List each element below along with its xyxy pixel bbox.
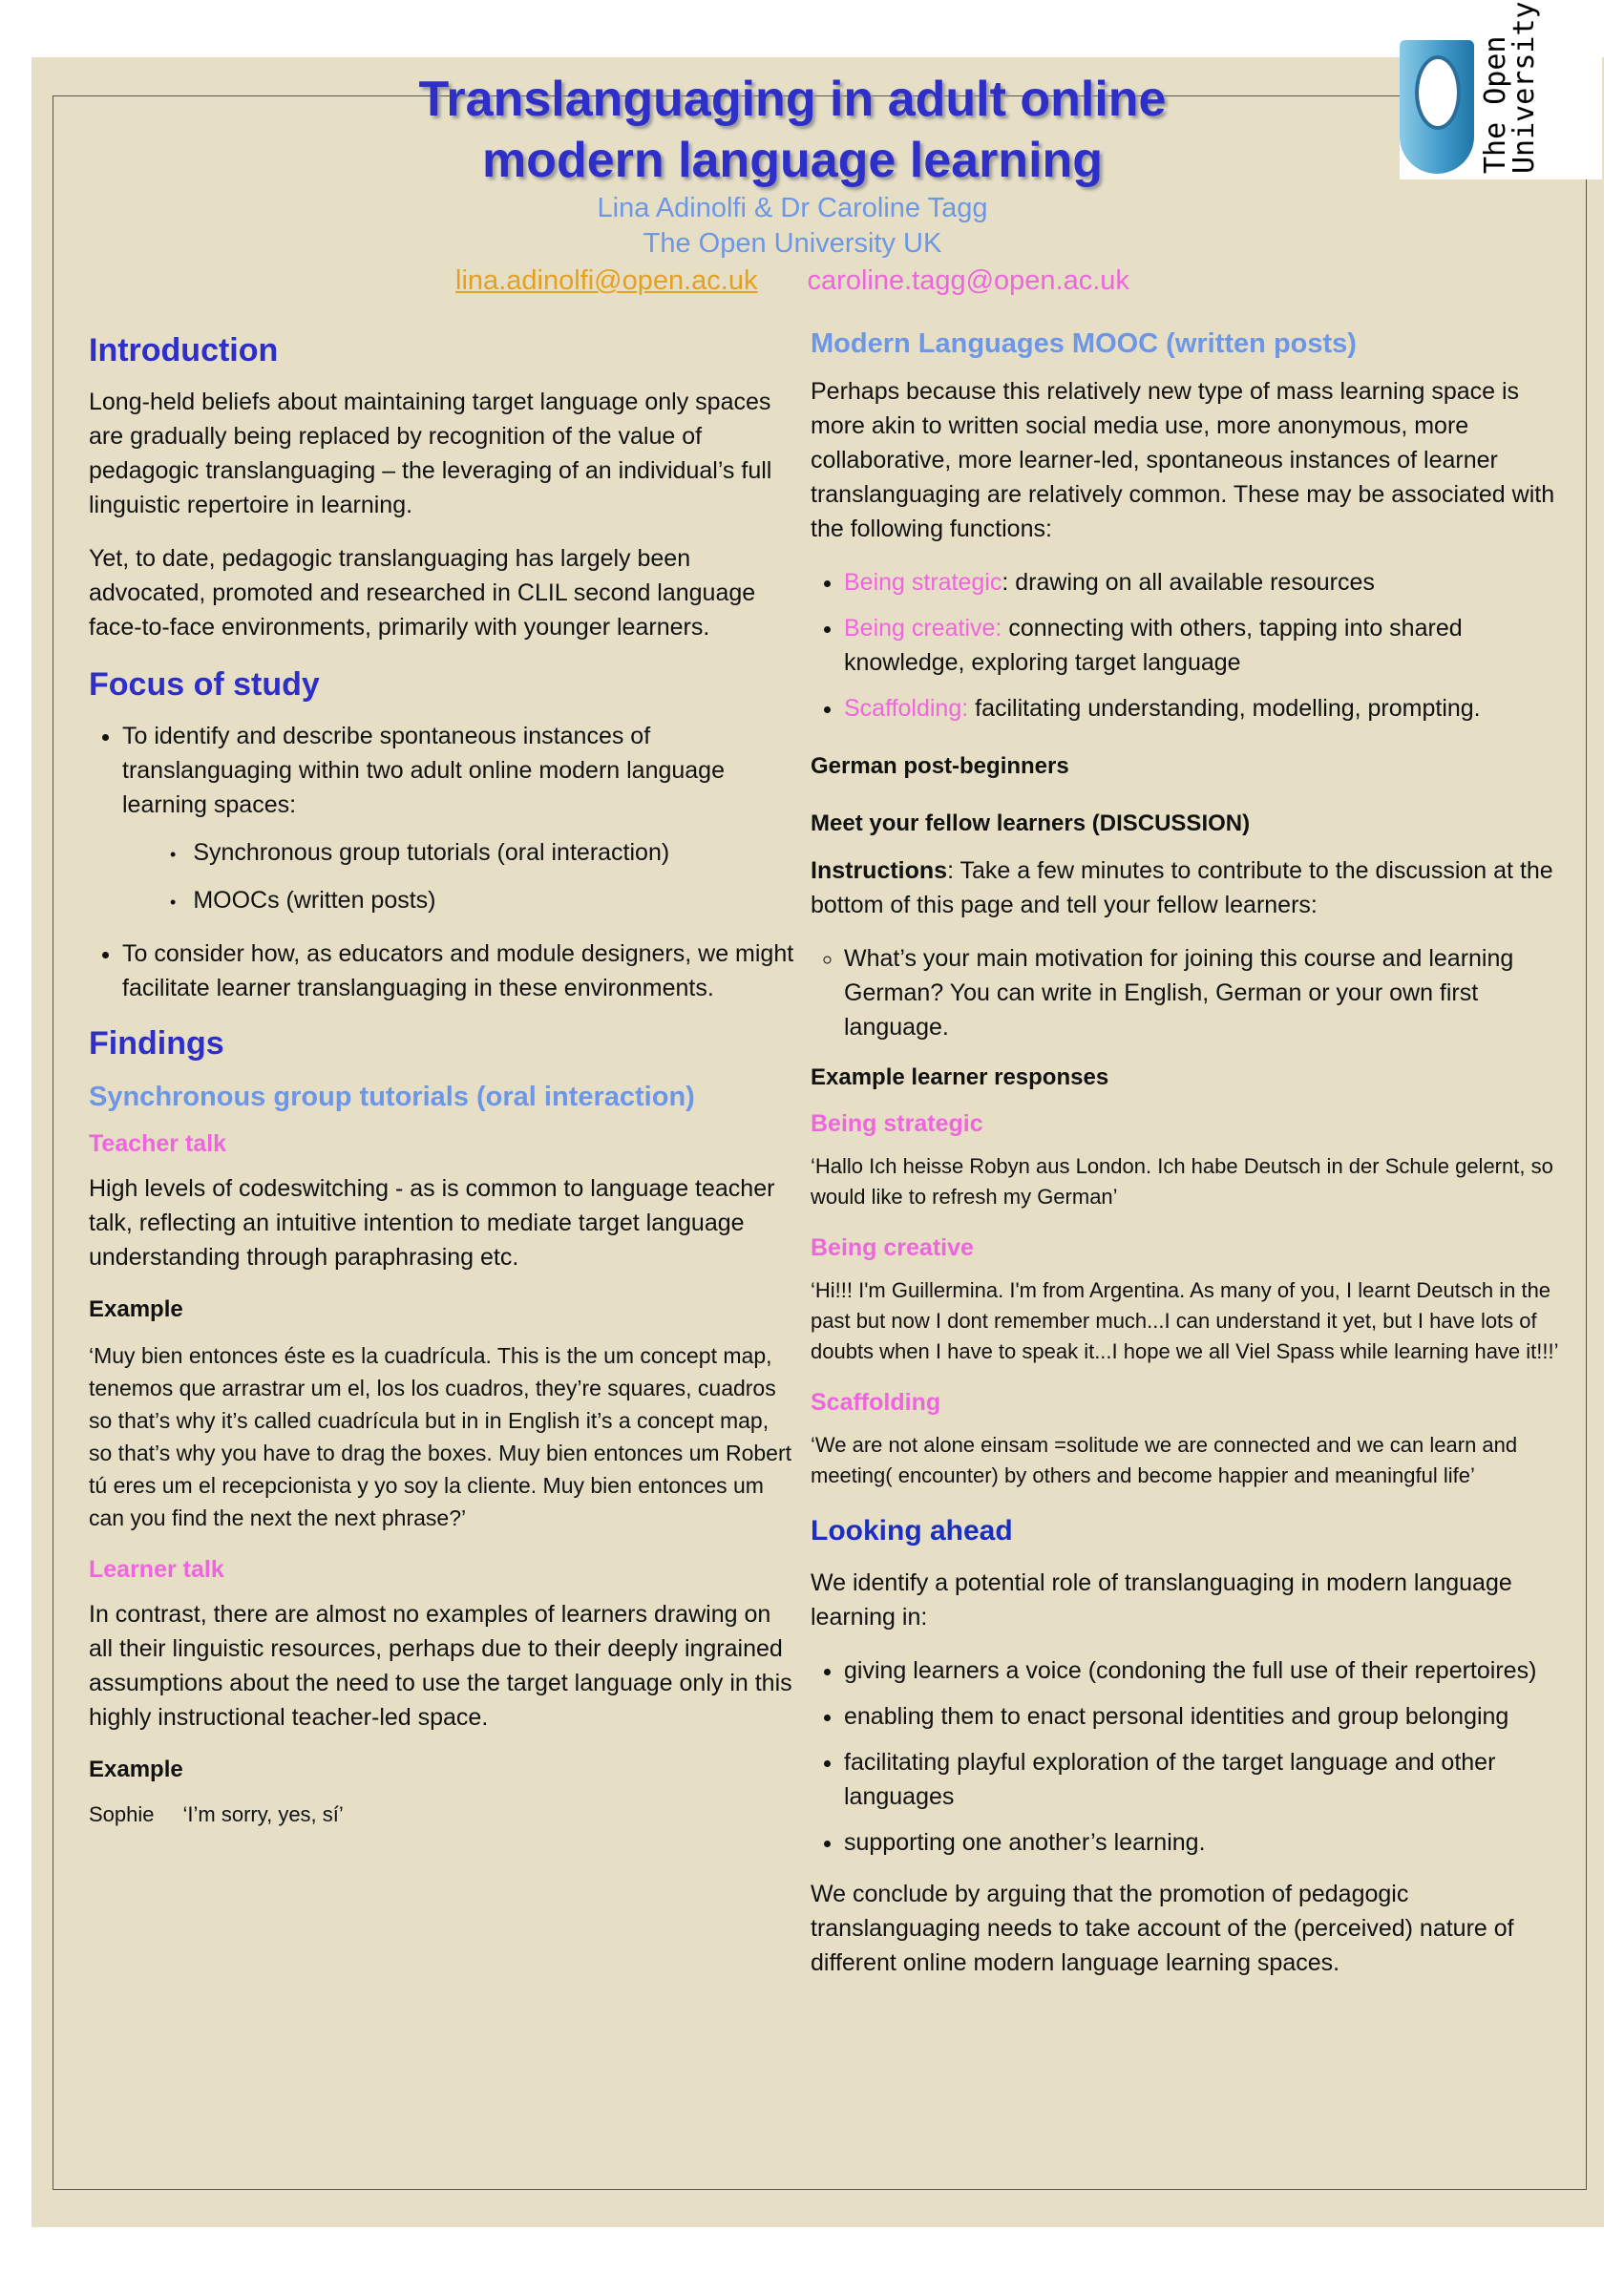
looking-ahead-list <box>811 1653 1574 1860</box>
poster-header <box>0 69 1585 300</box>
logo-line-2: University <box>1508 1 1541 174</box>
ahead-item: • facilitating playful exploration of the target language and other languages <box>844 1745 1574 1814</box>
example-label: Example <box>89 1296 183 1322</box>
speaker-name: Sophie <box>89 1802 155 1826</box>
focus-subitem-2: • MOOCs (written posts) <box>170 883 795 919</box>
conclusion-paragraph: We conclude by arguing that the promotion of pedagogic translanguaging needs to take account of the (perceived) nature of different online modern language learning spaces. <box>811 1881 1514 1976</box>
function-item <box>844 565 1574 600</box>
instructions <box>811 853 1574 922</box>
focus-item-1 <box>122 719 795 919</box>
mooc-heading: Modern Languages MOOC (written posts) <box>811 328 1357 359</box>
learner-talk-heading: Learner talk <box>89 1556 224 1583</box>
strategic-quote: ‘Hallo Ich heisse Robyn aus London. Ich habe Deutsch in der Schule gelernt, so would like to refresh my German’ <box>811 1154 1553 1209</box>
function-text: : drawing on all available resources <box>1002 569 1375 596</box>
intro-paragraph-2: Yet, to date, pedagogic translanguaging has largely been advocated, promoted and researched in CLIL second language face-to-face environments, primarily with younger learners. <box>89 545 756 641</box>
ahead-item: • supporting one another’s learning. <box>844 1825 1574 1860</box>
speaker-quote: ‘I’m sorry, yes, sí’ <box>182 1802 344 1826</box>
functions-list <box>811 565 1574 726</box>
right-column <box>811 325 1574 1999</box>
focus-item-2: • To consider how, as educators and module designers, we might facilitate learner translanguaging in these environments. <box>122 937 795 1005</box>
logo-line-1: The Open <box>1479 35 1512 174</box>
focus-heading: Focus of study <box>89 666 320 703</box>
focus-list <box>89 719 795 1005</box>
german-heading: German post-beginners <box>811 753 1069 779</box>
emails <box>0 262 1585 300</box>
function-term: Being creative: <box>844 615 1002 642</box>
institution: The Open University UK <box>643 228 942 259</box>
function-term: Being strategic <box>844 569 1002 596</box>
ahead-item: • giving learners a voice (condoning the full use of their repertoires) <box>844 1653 1574 1688</box>
teacher-talk-paragraph: High levels of codeswitching - as is common to language teacher talk, reflecting an intuitive intention to mediate target language understanding through paraphrasing etc. <box>89 1175 775 1271</box>
teacher-talk-heading: Teacher talk <box>89 1130 227 1157</box>
function-item <box>844 691 1574 726</box>
email-link-adinolfi[interactable]: lina.adinolfi@open.ac.uk <box>455 265 758 296</box>
question-item: ◦ What’s your main motivation for joining this course and learning German? You can write in English, German or your own first language. <box>844 941 1574 1044</box>
findings-heading: Findings <box>89 1025 224 1062</box>
left-column <box>89 329 795 1849</box>
function-item <box>844 611 1574 680</box>
scaffolding-quote: ‘We are not alone einsam =solitude we are connected and we can learn and meeting( encounter) by others and become happier and meaningful life’ <box>811 1433 1518 1487</box>
learner-talk-paragraph: In contrast, there are almost no examples of learners drawing on all their linguistic resources, perhaps due to their deeply ingrained assumptions about the need to use the target language only in this highly instructional teacher-led space. <box>89 1601 792 1731</box>
title-line-1: Translanguaging in adult online <box>418 72 1167 127</box>
teacher-example-quote: ‘Muy bien entonces éste es la cuadrícula. This is the um concept map, tenemos que arrastrar um el, los los cuadros, they’re squares, cuadros so that’s why it’s called cuadrícula but in in English it’s a concept map, so that’s why you have to drag the boxes. Muy bien entonces um Robert tú eres um el recepcionista y yo soy la cliente. Muy bien entonces um can you find the next the next phrase?’ <box>89 1343 791 1530</box>
title-line-2: modern language learning <box>481 133 1104 188</box>
meet-heading: Meet your fellow learners (DISCUSSION) <box>811 810 1251 836</box>
looking-ahead-paragraph: We identify a potential role of translanguaging in modern language learning in: <box>811 1569 1512 1631</box>
responses-heading: Example learner responses <box>811 1064 1109 1090</box>
creative-quote: ‘Hi!!! I'm Guillermina. I'm from Argentina. As many of you, I learnt Deutsch in the past but now I dont remember much...I can understand it yet, but I have lots of doubts when I have to speak it...I hope we all Viel Spass while learning have it!!!’ <box>811 1278 1559 1363</box>
introduction-heading: Introduction <box>89 332 279 368</box>
creative-heading: Being creative <box>811 1234 974 1261</box>
email-link-tagg[interactable]: caroline.tagg@open.ac.uk <box>807 265 1129 296</box>
focus-item-1-text: To identify and describe spontaneous instances of translanguaging within two adult online modern language learning spaces: <box>122 723 725 818</box>
instructions-text: : Take a few minutes to contribute to the discussion at the bottom of this page and tell your fellow learners: <box>811 857 1553 918</box>
looking-ahead-heading: Looking ahead <box>811 1515 1013 1547</box>
authors: Lina Adinolfi & Dr Caroline Tagg <box>597 193 988 223</box>
function-term: Scaffolding: <box>844 695 969 722</box>
example-label-2: Example <box>89 1757 183 1782</box>
function-text: connecting with others, tapping into shared knowledge, exploring target language <box>844 615 1463 676</box>
scaffolding-heading: Scaffolding <box>811 1389 941 1416</box>
focus-subitem-1: • Synchronous group tutorials (oral interaction) <box>170 835 795 872</box>
question-list <box>811 941 1574 1044</box>
mooc-paragraph: Perhaps because this relatively new type of mass learning space is more akin to written social media use, more anonymous, more collaborative, more learner-led, spontaneous instances of learner translanguaging are relatively common. These may be associated with the following functions: <box>811 378 1555 542</box>
sync-heading: Synchronous group tutorials (oral interaction) <box>89 1082 695 1112</box>
learner-example <box>89 1799 795 1830</box>
strategic-heading: Being strategic <box>811 1110 983 1137</box>
ahead-item: • enabling them to enact personal identities and group belonging <box>844 1699 1574 1734</box>
instructions-label: Instructions <box>811 857 948 884</box>
intro-paragraph-1: Long-held beliefs about maintaining target language only spaces are gradually being replaced by recognition of the value of pedagogic translanguaging – the leveraging of an individual’s full linguistic repertoire in learning. <box>89 389 772 518</box>
function-text: facilitating understanding, modelling, prompting. <box>968 695 1481 722</box>
